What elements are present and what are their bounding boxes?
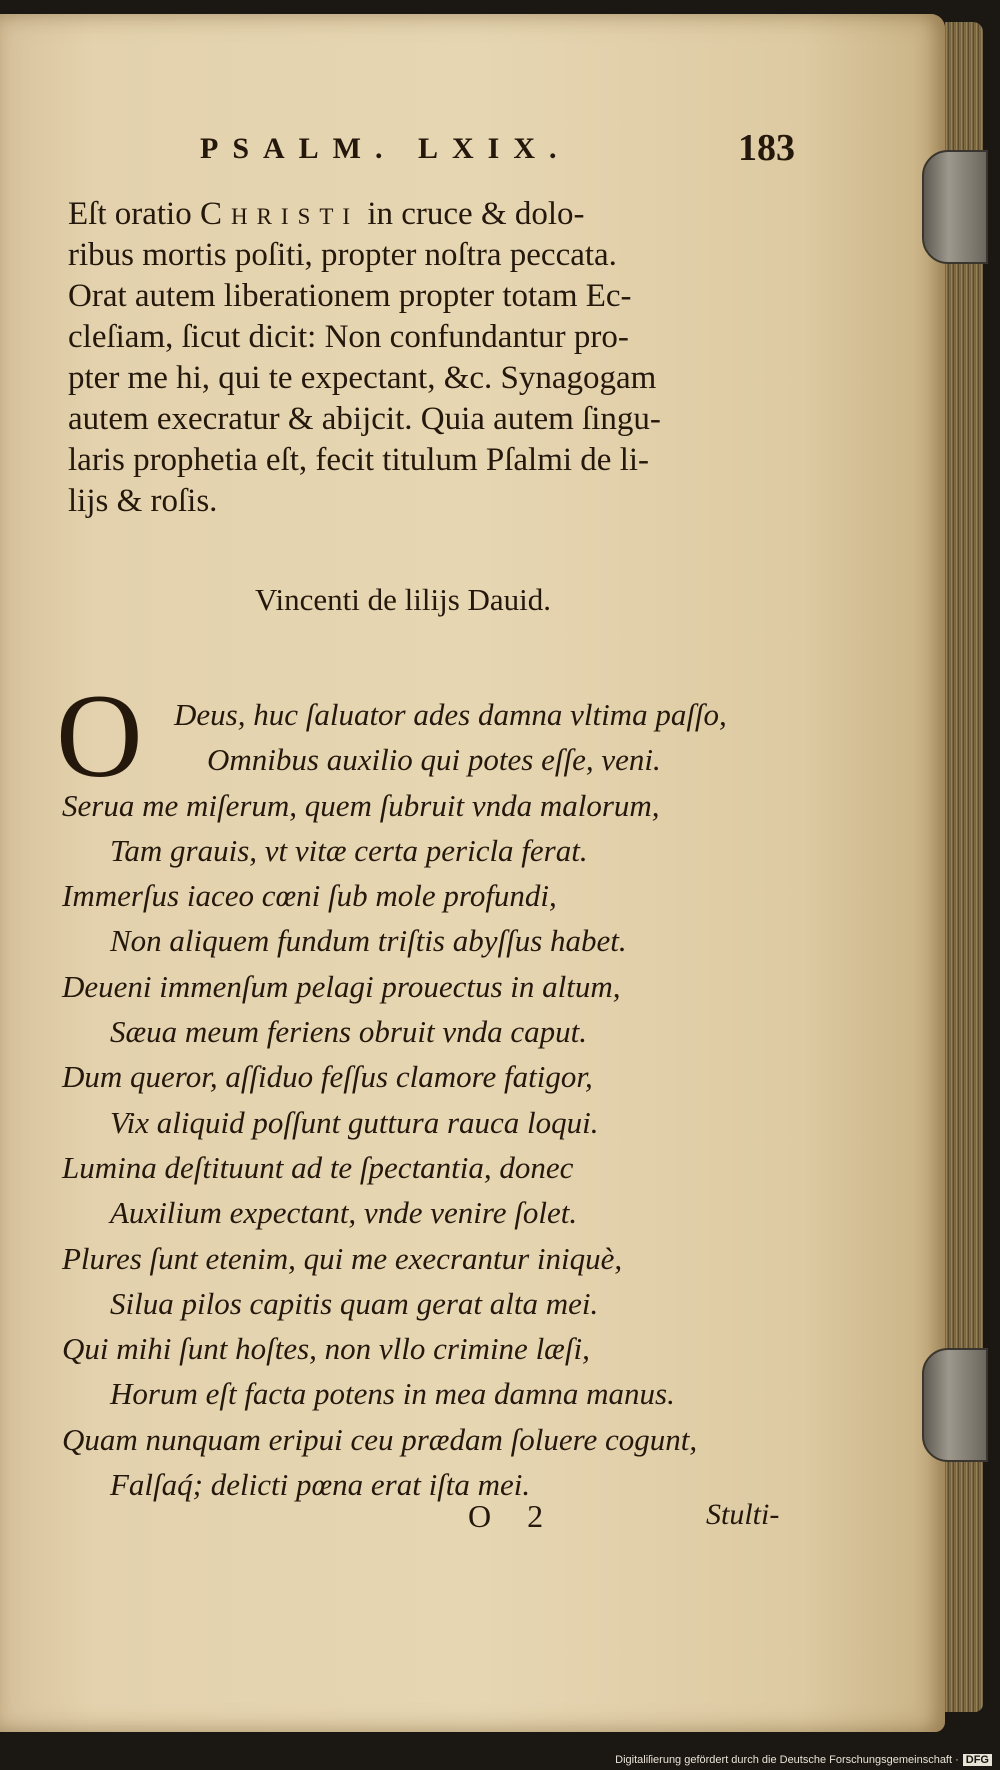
- verse-line: Deueni immenſum pelagi prouectus in altum,: [62, 968, 621, 1004]
- prose-segment: pter me hi, qui te expectant, &c. Synagogam: [68, 360, 657, 396]
- credit-text: Digitaliſierung gefördert durch die Deutsche Forschungsgemeinschaft ·: [615, 1754, 959, 1766]
- prose-segment: lijs & roſis.: [68, 483, 218, 519]
- verse-line: Horum eſt facta potens in mea damna manus.: [110, 1376, 675, 1412]
- prose-segment: in cruce & dolo-: [359, 196, 585, 232]
- verse-line: Dum queror, aſſiduo feſſus clamore fatigor,: [62, 1059, 593, 1095]
- verse-line: Falſaq́; delicti pœna erat iſta mei.: [110, 1467, 531, 1503]
- prose-segment: ribus mortis poſiti, propter noſtra peccata.: [68, 237, 617, 273]
- prose-paragraph: [68, 194, 818, 522]
- prose-line: [68, 440, 818, 481]
- prose-line: [68, 235, 818, 276]
- verse-line: Lumina deſtituunt ad te ſpectantia, donec: [62, 1149, 574, 1185]
- page-number: 183: [738, 127, 795, 169]
- digitization-credit: [615, 1754, 992, 1766]
- prose-segment: Orat autem liberationem propter totam Ec-: [68, 278, 632, 314]
- verse-line: Vix aliquid poſſunt guttura rauca loqui.: [110, 1104, 599, 1140]
- verse-line: Quam nunquam eripui ceu prædam ſoluere cogunt,: [62, 1421, 698, 1457]
- verse-line: Sæua meum feriens obruit vnda caput.: [110, 1014, 588, 1050]
- prose-line: [68, 358, 818, 399]
- book-clasp-bottom: [922, 1348, 988, 1462]
- prose-segment: laris prophetia eſt, fecit titulum Pſalmi de li-: [68, 442, 650, 478]
- verse-line: Deus, huc ſaluator ades damna vltima paſſo,: [174, 697, 727, 732]
- verse-line: Omnibus auxilio qui potes eſſe, veni.: [207, 742, 661, 778]
- verse-line: Plures ſunt etenim, qui me execrantur iniquè,: [62, 1240, 623, 1276]
- verse-line: Serua me miſerum, quem ſubruit vnda malorum,: [62, 787, 660, 823]
- verse-block: [62, 692, 832, 1507]
- prose-segment: autem execratur & abijcit. Quia autem ſingu-: [68, 401, 661, 437]
- subheading: Vincenti de lilijs Dauid.: [255, 582, 552, 617]
- running-title: PSALM. LXIX.: [200, 132, 571, 165]
- book-clasp-top: [922, 150, 988, 264]
- book-page: [0, 14, 945, 1732]
- prose-line: [68, 276, 818, 317]
- prose-segment: cleſiam, ſicut dicit: Non confundantur pro-: [68, 319, 629, 355]
- verse-line: Qui mihi ſunt hoſtes, non vllo crimine læſi,: [62, 1331, 590, 1367]
- dfg-logo: DFG: [963, 1754, 992, 1766]
- small-caps-word: Christi: [199, 196, 360, 232]
- verse-line: Tam grauis, vt vitæ certa pericla ferat.: [110, 832, 588, 868]
- verse-line: Silua pilos capitis quam gerat alta mei.: [110, 1285, 599, 1321]
- verse-line: Immerſus iaceo cœni ſub mole profundi,: [62, 878, 557, 914]
- signature-mark: O 2: [468, 1498, 558, 1534]
- drop-cap: O: [56, 669, 143, 802]
- prose-line: [68, 481, 818, 522]
- prose-line: [68, 399, 818, 440]
- verse-line: Auxilium expectant, vnde venire ſolet.: [110, 1195, 578, 1231]
- prose-line: [68, 317, 818, 358]
- prose-line: [68, 194, 818, 235]
- verse-line: Non aliquem fundum triſtis abyſſus habet.: [110, 923, 627, 959]
- catchword: Stulti-: [706, 1498, 780, 1531]
- prose-segment: Eſt oratio: [68, 196, 200, 232]
